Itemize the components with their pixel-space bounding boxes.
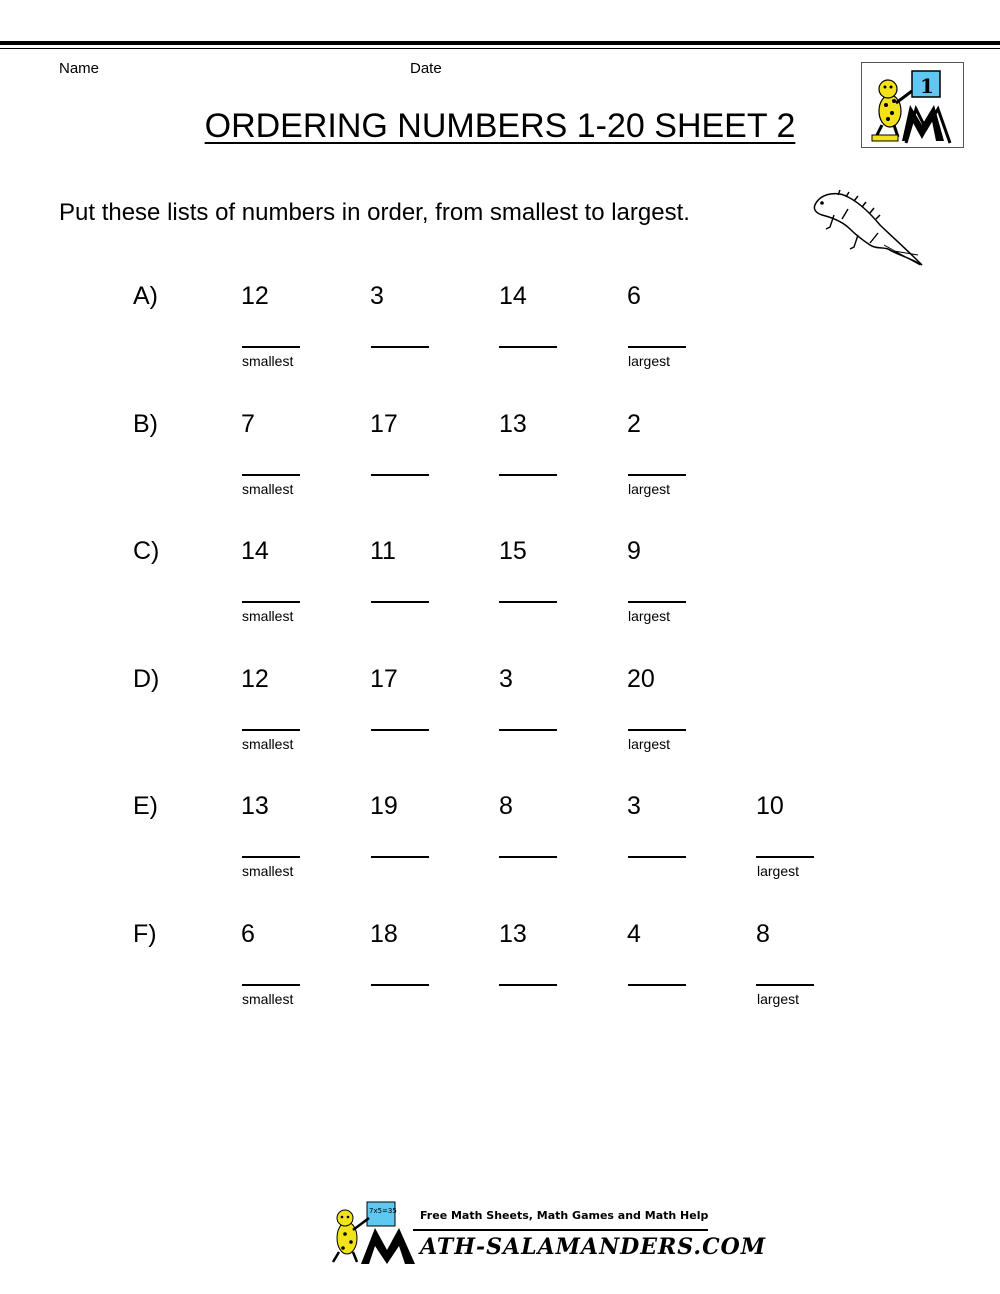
answer-blank[interactable] <box>628 729 686 731</box>
number: 17 <box>370 410 398 438</box>
number: 3 <box>627 792 641 820</box>
top-rule-thin <box>0 48 1000 49</box>
smallest-hint: smallest <box>242 353 294 369</box>
number: 2 <box>627 410 641 438</box>
answer-blank[interactable] <box>242 346 300 348</box>
footer-salamander-icon <box>325 1198 425 1268</box>
footer-rule <box>413 1229 708 1231</box>
answer-blank[interactable] <box>628 984 686 986</box>
number: 11 <box>370 537 396 565</box>
problem-label: B) <box>133 410 158 438</box>
number: 7 <box>241 410 255 438</box>
number: 13 <box>499 920 527 948</box>
answer-blank[interactable] <box>756 984 814 986</box>
number: 8 <box>499 792 513 820</box>
number: 6 <box>241 920 255 948</box>
number: 3 <box>499 665 513 693</box>
answer-blank[interactable] <box>371 346 429 348</box>
number: 8 <box>756 920 770 948</box>
largest-hint: largest <box>628 608 671 624</box>
salamander-teacher-icon <box>862 63 963 147</box>
problem-row-a <box>0 281 1000 391</box>
number: 18 <box>370 920 398 948</box>
answer-blank[interactable] <box>371 474 429 476</box>
smallest-hint: smallest <box>242 863 294 879</box>
problem-row-c <box>0 536 1000 646</box>
answer-blank[interactable] <box>371 601 429 603</box>
largest-hint: largest <box>628 353 671 369</box>
answer-blank[interactable] <box>499 474 557 476</box>
instructions: Put these lists of numbers in order, from smallest to largest. <box>59 199 690 226</box>
problem-label: C) <box>133 537 160 565</box>
number: 12 <box>241 665 269 693</box>
problem-label: F) <box>133 920 157 948</box>
answer-blank[interactable] <box>628 856 686 858</box>
number: 6 <box>627 282 641 310</box>
number: 4 <box>627 920 641 948</box>
number: 13 <box>499 410 527 438</box>
answer-blank[interactable] <box>499 601 557 603</box>
answer-blank[interactable] <box>628 474 686 476</box>
name-label: Name <box>59 60 100 77</box>
number: 14 <box>499 282 527 310</box>
problem-row-b <box>0 409 1000 519</box>
smallest-hint: smallest <box>242 991 294 1007</box>
footer-logo-text: 7x5=35 <box>369 1207 397 1215</box>
largest-hint: largest <box>628 736 671 752</box>
page-title-text: ORDERING NUMBERS 1-20 SHEET 2 <box>204 107 796 145</box>
footer-site-name: ATH-SALAMANDERS.COM <box>420 1234 767 1260</box>
answer-blank[interactable] <box>756 856 814 858</box>
grade-logo-number: 1 <box>920 74 934 98</box>
answer-blank[interactable] <box>242 856 300 858</box>
date-label: Date <box>410 60 442 77</box>
problem-row-f <box>0 919 1000 1029</box>
answer-blank[interactable] <box>242 729 300 731</box>
smallest-hint: smallest <box>242 481 294 497</box>
answer-blank[interactable] <box>499 729 557 731</box>
answer-blank[interactable] <box>242 984 300 986</box>
number: 19 <box>370 792 398 820</box>
number: 15 <box>499 537 527 565</box>
answer-blank[interactable] <box>371 984 429 986</box>
problem-row-d <box>0 664 1000 774</box>
number: 10 <box>756 792 784 820</box>
largest-hint: largest <box>757 991 800 1007</box>
problem-row-e <box>0 791 1000 901</box>
number: 3 <box>370 282 384 310</box>
answer-blank[interactable] <box>628 346 686 348</box>
salamander-icon <box>808 185 928 270</box>
answer-blank[interactable] <box>242 474 300 476</box>
answer-blank[interactable] <box>499 856 557 858</box>
footer-logo[interactable] <box>325 1198 767 1268</box>
number: 12 <box>241 282 269 310</box>
answer-blank[interactable] <box>371 856 429 858</box>
problem-label: E) <box>133 792 158 820</box>
answer-blank[interactable] <box>499 984 557 986</box>
page-title <box>0 106 1000 146</box>
smallest-hint: smallest <box>242 608 294 624</box>
answer-blank[interactable] <box>499 346 557 348</box>
answer-blank[interactable] <box>371 729 429 731</box>
number: 17 <box>370 665 398 693</box>
answer-blank[interactable] <box>628 601 686 603</box>
problem-label: A) <box>133 282 158 310</box>
number: 20 <box>627 665 655 693</box>
top-rule <box>0 41 1000 45</box>
grade-logo <box>861 62 964 148</box>
number: 9 <box>627 537 641 565</box>
footer-tagline: Free Math Sheets, Math Games and Math Help <box>420 1209 709 1222</box>
answer-blank[interactable] <box>242 601 300 603</box>
problem-label: D) <box>133 665 160 693</box>
largest-hint: largest <box>757 863 800 879</box>
smallest-hint: smallest <box>242 736 294 752</box>
number: 14 <box>241 537 269 565</box>
number: 13 <box>241 792 269 820</box>
largest-hint: largest <box>628 481 671 497</box>
